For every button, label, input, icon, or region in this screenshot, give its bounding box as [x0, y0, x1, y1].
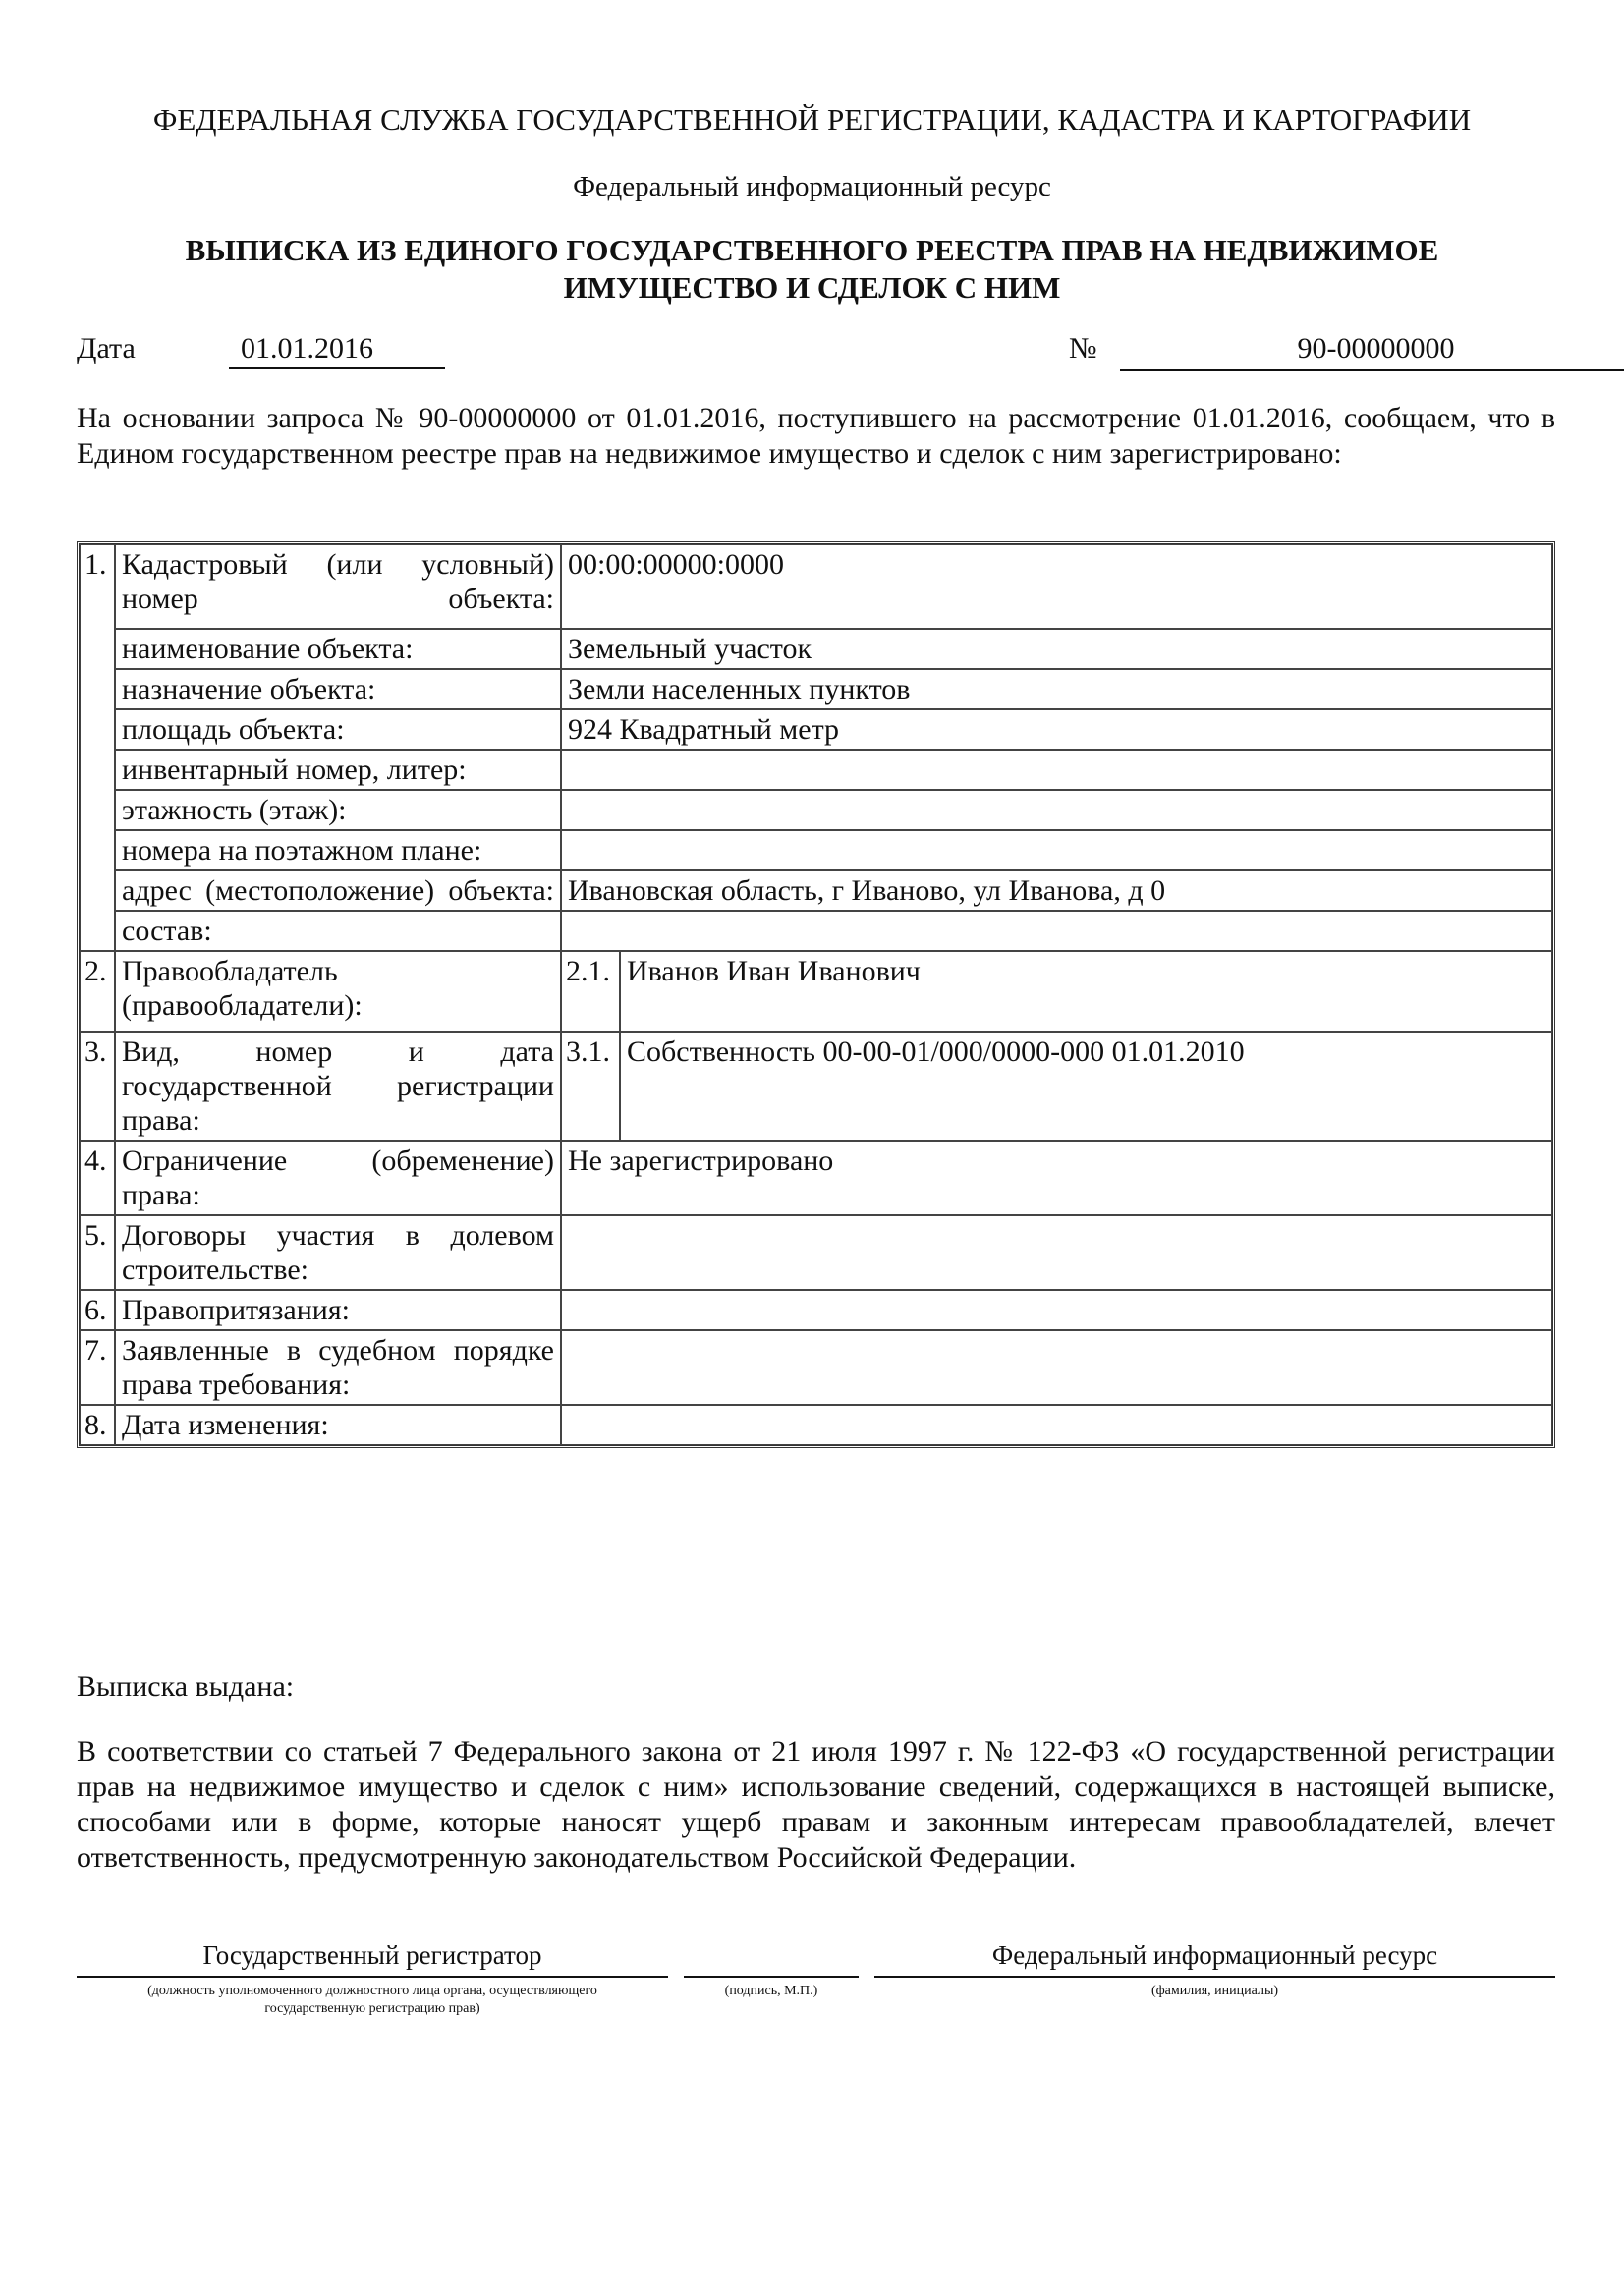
- date-value: 01.01.2016: [229, 332, 445, 369]
- row-label: Договоры участия в долевом строительстве:: [115, 1215, 561, 1290]
- row-number: 7.: [80, 1330, 115, 1405]
- registrar-name-caption: (фамилия, инициалы): [1150, 1984, 1279, 1998]
- row-value: 924 Квадратный метр: [561, 709, 1552, 750]
- resource-name: Федеральный информационный ресурс: [573, 171, 1051, 202]
- title-line-2: ИМУЩЕСТВО И СДЕЛОК С НИМ: [563, 270, 1061, 305]
- row-label: наименование объекта:: [115, 629, 561, 669]
- row-number: 8.: [80, 1405, 115, 1445]
- row-label: Кадастровый (или условный) номер объекта:: [115, 544, 561, 629]
- table-row: [80, 951, 1552, 1032]
- row-label: Вид, номер и дата государственной регистрации права:: [115, 1032, 561, 1141]
- table-row: [80, 544, 1552, 629]
- registry-table: [77, 541, 1555, 1448]
- table-row: [80, 750, 1552, 790]
- row-value: [561, 1330, 1552, 1405]
- row-number: 3.: [80, 1032, 115, 1141]
- date-number-row: [77, 332, 1555, 371]
- caption-line-1: (должность уполномоченного должностного лица органа, осуществляющего: [147, 1984, 597, 1998]
- table-row: [80, 870, 1552, 911]
- number-value: 90-00000000: [1120, 332, 1624, 371]
- row-value: Собственность 00-00-01/000/0000-000 01.01.2010: [620, 1032, 1552, 1141]
- table-row: [80, 790, 1552, 830]
- row-label: Ограничение (обременение) права:: [115, 1141, 561, 1215]
- row-label: адрес (местоположение) объекта:: [115, 870, 561, 911]
- row-value: Ивановская область, г Иваново, ул Иванова, д 0: [561, 870, 1552, 911]
- table-row: [80, 830, 1552, 870]
- row-subnumber: 3.1.: [561, 1032, 620, 1141]
- law-notice: В соответствии со статьей 7 Федерального закона от 21 июля 1997 г. № 122-ФЗ «О государственной регистрации прав на недвижимое имущество и сделок с ним» использование сведений, содержащихся в настоящей выписке, способами или в форме, которые наносят ущерб правам и законным интересам правообладателей, влечет ответственность, предусмотренную законодательством Российской Федерации.: [77, 1735, 1555, 1874]
- title-line-1: ВЫПИСКА ИЗ ЕДИНОГО ГОСУДАРСТВЕННОГО РЕЕСТРА ПРАВ НА НЕДВИЖИМОЕ: [185, 233, 1439, 267]
- table-row: [80, 911, 1552, 951]
- registrar-name: Федеральный информационный ресурс: [874, 1940, 1555, 1978]
- registrar-position: Государственный регистратор: [77, 1940, 668, 1978]
- table-row: [80, 1290, 1552, 1330]
- row-value: [561, 790, 1552, 830]
- row-label: Заявленные в судебном порядке права требования:: [115, 1330, 561, 1405]
- row-value: Не зарегистрировано: [561, 1141, 1552, 1215]
- caption-line-2: государственную регистрацию прав): [264, 2001, 480, 2016]
- table-row: [80, 1032, 1552, 1141]
- row-number: 4.: [80, 1141, 115, 1215]
- row-label: Правообладатель (правообладатели):: [115, 951, 561, 1032]
- row-value: [561, 750, 1552, 790]
- date-label: Дата: [77, 332, 136, 364]
- table-row: [80, 709, 1552, 750]
- row-label: Дата изменения:: [115, 1405, 561, 1445]
- issued-label: Выписка выдана:: [77, 1670, 295, 1703]
- row-value: [561, 911, 1552, 951]
- table-row: [80, 1215, 1552, 1290]
- table-row: [80, 1141, 1552, 1215]
- document-title: [98, 232, 1526, 307]
- row-value: Земли населенных пунктов: [561, 669, 1552, 709]
- number-label: №: [1069, 332, 1097, 364]
- row-value: [561, 1290, 1552, 1330]
- row-label: этажность (этаж):: [115, 790, 561, 830]
- row-value: [561, 830, 1552, 870]
- row-value: [561, 1405, 1552, 1445]
- row-number: 2.: [80, 951, 115, 1032]
- row-value: 00:00:00000:0000: [561, 544, 1552, 629]
- row-label: Правопритязания:: [115, 1290, 561, 1330]
- row-label: назначение объекта:: [115, 669, 561, 709]
- row-number: 1.: [80, 544, 115, 951]
- table-row: [80, 669, 1552, 709]
- registrar-position-caption: [77, 1983, 668, 2018]
- row-number: 6.: [80, 1290, 115, 1330]
- row-value: [561, 1215, 1552, 1290]
- signature-caption: (подпись, М.П.): [724, 1984, 818, 1998]
- row-value: Земельный участок: [561, 629, 1552, 669]
- table-row: [80, 1405, 1552, 1445]
- row-value: Иванов Иван Иванович: [620, 951, 1552, 1032]
- table-row: [80, 1330, 1552, 1405]
- row-number: 5.: [80, 1215, 115, 1290]
- row-label: номера на поэтажном плане:: [115, 830, 561, 870]
- row-label: инвентарный номер, литер:: [115, 750, 561, 790]
- row-label: площадь объекта:: [115, 709, 561, 750]
- row-label: состав:: [115, 911, 561, 951]
- row-subnumber: 2.1.: [561, 951, 620, 1032]
- table-row: [80, 629, 1552, 669]
- signature-field: [684, 1940, 859, 1978]
- agency-name: ФЕДЕРАЛЬНАЯ СЛУЖБА ГОСУДАРСТВЕННОЙ РЕГИСТРАЦИИ, КАДАСТРА И КАРТОГРАФИИ: [152, 102, 1472, 137]
- intro-paragraph: На основании запроса № 90-00000000 от 01.01.2016, поступившего на рассмотрение 01.01.2016, сообщаем, что в Едином государственном реестре прав на недвижимое имущество и сделок с ним зарегистрировано:: [77, 402, 1555, 470]
